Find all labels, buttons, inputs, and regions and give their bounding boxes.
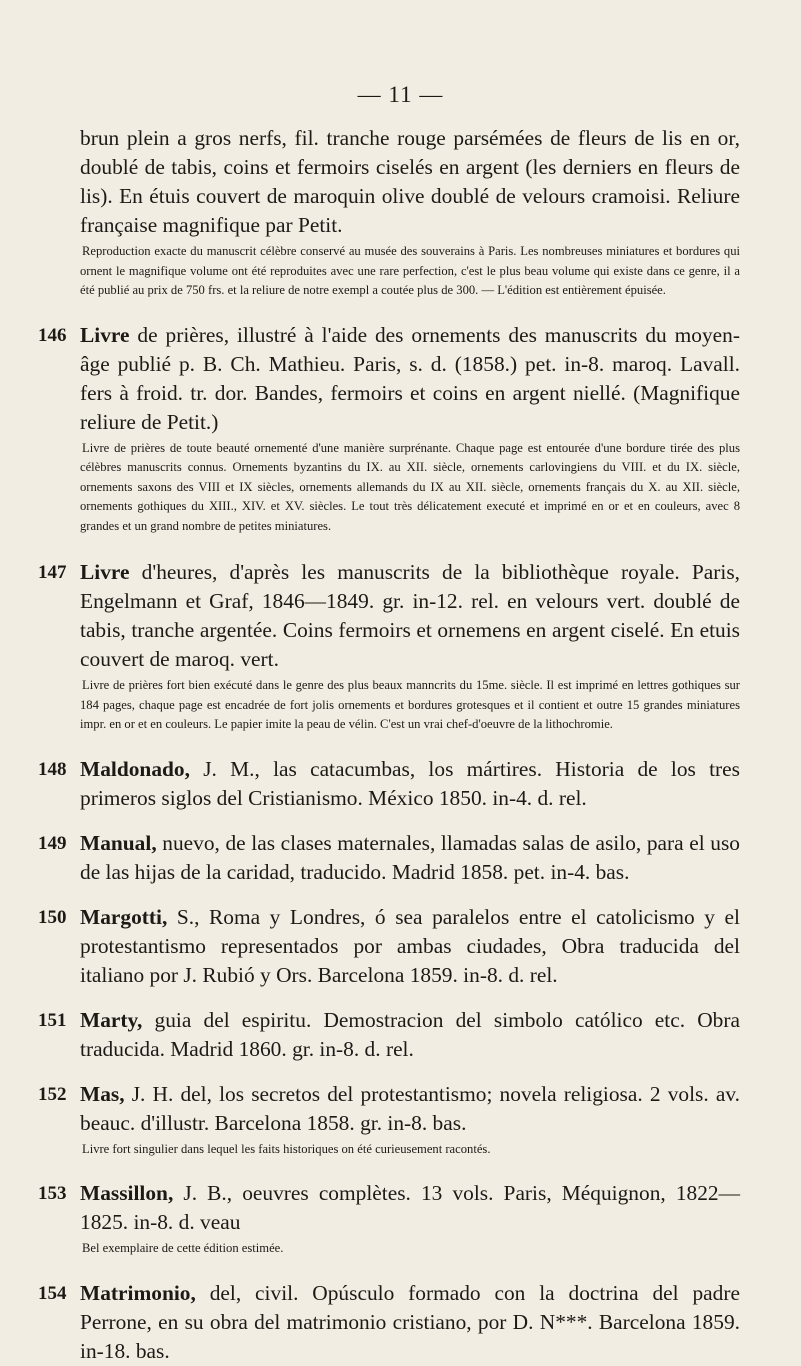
entry-body: nuevo, de las clases maternales, llamadas salas de asilo, para el uso de las hijas de la caridad, traducido. Madrid 1858. pet. in-4. bas.: [80, 830, 740, 884]
entry-lead: Massillon,: [80, 1181, 174, 1205]
entry-body: del, civil. Opúsculo formado con la doctrina del padre Perrone, en su obra del matrimonio cristiano, por D. N***. Barcelona 1859. in-18. bas.: [80, 1280, 740, 1363]
entry-note: Livre fort singulier dans lequel les faits historiques on été curieusement racontés.: [82, 1141, 491, 1156]
entry-body: d'heures, d'après les manuscrits de la bibliothèque royale. Paris, Engelmann et Graf, 1846—1849. gr. in-12. rel. en velours vert. doublé de tabis, tranche argentée. Coins fermoirs et ornemens en argent ciselé. En etuis couvert de maroq. vert.: [80, 560, 740, 671]
entry-lead: Manual,: [80, 830, 157, 855]
catalog-entry-153: [38, 1179, 740, 1259]
entry-body: S., Roma y Londres, ó sea paralelos entre el catolicismo y el protestantismo representados por ambas ciudades, Obra traducida del italiano por J. Rubió y Ors. Barcelona 1859. in-8. d. rel.: [80, 904, 740, 987]
catalog-entry-147: [38, 558, 740, 735]
entry-lead: Livre: [80, 322, 130, 347]
entry-lead: Margotti,: [80, 904, 168, 929]
entry-note: Livre de prières fort bien exécuté dans le genre des plus beaux manncrits du 15me. siècle. Il est imprimé en lettres gothiques sur 184 pages, chaque page est encadrée de fort jolis ornements et bordures grotesques et il contient et outre 15 grandes miniatures impr. en or et en couleurs. Le papier imite la peau de vélin. C'est un vrai chef-d'oeuvre de la lithochromie.: [80, 678, 740, 731]
entry-number: 146: [38, 324, 67, 346]
entry-number: 152: [38, 1083, 67, 1105]
entry-number: 151: [38, 1009, 67, 1031]
entry-text: [80, 829, 740, 887]
catalog-entry-148: [38, 755, 740, 813]
entry-text: [80, 1080, 740, 1138]
entry-number: 150: [38, 906, 67, 928]
entry-number: 154: [38, 1282, 67, 1304]
entry-text: [80, 321, 740, 437]
entry-text: [80, 755, 740, 813]
entry-text: [80, 1179, 740, 1237]
entry-body: J. H. del, los secretos del protestantismo; novela religiosa. 2 vols. av. beauc. d'illustr. Barcelona 1858. gr. in-8. bas.: [80, 1081, 740, 1135]
entry-body: guia del espiritu. Demostracion del simbolo católico etc. Obra traducida. Madrid 1860. gr. in-8. d. rel.: [80, 1007, 740, 1061]
entry-note: Bel exemplaire de cette édition estimée.: [82, 1241, 284, 1255]
entry-lead: Marty,: [80, 1007, 143, 1032]
catalog-entry-152: [38, 1080, 740, 1160]
catalog-entry-154: [38, 1279, 740, 1366]
entry-number: 153: [38, 1183, 67, 1204]
entry-number: 148: [38, 758, 67, 780]
entry-lead: Mas,: [80, 1081, 125, 1106]
entry-number: 149: [38, 832, 67, 854]
entry-number: 147: [38, 562, 67, 583]
entry-text: [80, 1279, 740, 1366]
entry-note: Reproduction exacte du manuscrit célèbre conservé au musée des souverains à Paris. Les nombreuses miniatures et bordures qui ornent le magnifique volume ont été reproduites avec une rare perfection, c'est le plus beau volume qui existe dans ce genre, il a été publié au prix de 750 frs. et la reliure de notre exempl a coutée plus de 300. — L'édition est entièrement épuisée.: [80, 244, 740, 297]
entry-lead: Livre: [80, 560, 130, 584]
catalog-content: [38, 124, 740, 1366]
catalog-entry-150: [38, 903, 740, 990]
entry-lead: Matrimonio,: [80, 1280, 196, 1305]
entry-text: [80, 1006, 740, 1064]
entry-note: Livre de prières de toute beauté ornementé d'une manière surprénante. Chaque page est entourée d'une bordure tirée des plus célèbres manuscrits connus. Ornements byzantins du IX. au XII. siècle, ornements carlovingiens du VIII. et du IX. siècle, ornements saxons des VIII et IX siècles, ornements allemands du IX au XII. siècle, ornements français du X. au XII. siècle, ornements gothiques du XIII., XIV. et XV. siècles. Le tout très délicatement executé et imprimé en or et en couleurs, avec 8 grandes et un grand nombre de petites miniatures.: [80, 440, 740, 533]
catalog-entry-149: [38, 829, 740, 887]
entry-body: J. B., oeuvres complètes. 13 vols. Paris, Méquignon, 1822—1825. in-8. d. veau: [80, 1181, 740, 1234]
entry-text: [80, 558, 740, 674]
entry-text: brun plein a gros nerfs, fil. tranche rouge parsémées de fleurs de lis en or, doublé de tabis, coins et fermoirs ciselés en argent (les derniers en fleurs de lis). En étuis couvert de maroquin olive doublé de velours cramoisi. Reliure française magnifique par Petit.: [80, 126, 740, 237]
page-number: — 11 —: [357, 82, 444, 107]
catalog-entry-151: [38, 1006, 740, 1064]
continued-entry: [80, 124, 740, 301]
entry-text: [80, 903, 740, 990]
entry-lead: Maldonado,: [80, 756, 190, 781]
entry-body: de prières, illustré à l'aide des ornements des manuscrits du moyen-âge publié p. B. Ch. Mathieu. Paris, s. d. (1858.) pet. in-8. maroq. Lavall. fers à froid. tr. dor. Bandes, fermoirs et coins en argent niellé. (Magnifique reliure de Petit.): [80, 322, 740, 434]
catalog-entry-146: [38, 321, 740, 537]
entry-body: J. M., las catacumbas, los mártires. Historia de los tres primeros siglos del Cristianismo. México 1850. in-4. d. rel.: [80, 756, 740, 810]
